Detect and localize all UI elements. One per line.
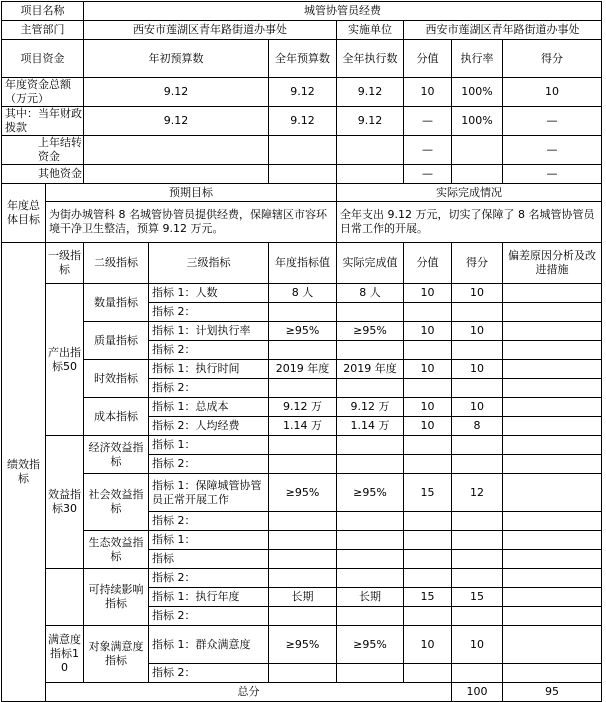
impl-label: 实施单位 bbox=[337, 21, 404, 40]
deviation bbox=[503, 322, 602, 341]
l3-indicator: 指标 2：人均经费 bbox=[149, 417, 269, 436]
funds-initial bbox=[84, 165, 269, 184]
l3-indicator: 指标 2： bbox=[149, 607, 269, 626]
target-value: 2019 年度 bbox=[269, 360, 337, 379]
funds-score-value: 10 bbox=[404, 78, 452, 107]
actual-value: 8 人 bbox=[337, 284, 404, 303]
target-value: 1.14 万 bbox=[269, 417, 337, 436]
funds-exec bbox=[337, 165, 404, 184]
l3-indicator: 指标 1： bbox=[149, 436, 269, 455]
project-name-label: 项目名称 bbox=[2, 2, 84, 21]
actual-value: 9.12 万 bbox=[337, 398, 404, 417]
score-value: 10 bbox=[404, 626, 452, 664]
actual-value: ≥95% bbox=[337, 474, 404, 512]
l3-indicator: 指标 2： bbox=[149, 341, 269, 360]
col-l3: 三级指标 bbox=[149, 243, 269, 284]
l3-indicator: 指标 1：总成本 bbox=[149, 398, 269, 417]
funds-col-score: 得分 bbox=[503, 40, 602, 78]
l1-effect: 效益指标30 bbox=[46, 436, 84, 569]
table-row bbox=[2, 626, 602, 664]
funds-score: — bbox=[503, 165, 602, 184]
score-value: 10 bbox=[404, 284, 452, 303]
funds-row-label: 年度资金总额（万元） bbox=[2, 78, 84, 107]
annual-goal-label: 年度总体目标 bbox=[2, 184, 46, 243]
funds-score-value: — bbox=[404, 107, 452, 136]
deviation bbox=[503, 284, 602, 303]
l2-timeliness: 时效指标 bbox=[84, 360, 149, 398]
funds-row bbox=[2, 78, 602, 107]
target-value: ≥95% bbox=[269, 626, 337, 664]
deviation bbox=[503, 626, 602, 664]
col-l2: 二级指标 bbox=[84, 243, 149, 284]
l3-indicator: 指标 2： bbox=[149, 512, 269, 531]
score: 10 bbox=[452, 284, 503, 303]
funds-score: — bbox=[503, 107, 602, 136]
l2-quality: 质量指标 bbox=[84, 322, 149, 360]
l3-indicator: 指标 1：保障城管协管员正常开展工作 bbox=[149, 474, 269, 512]
funds-col-budget: 全年预算数 bbox=[269, 40, 337, 78]
l2-social: 社会效益指标 bbox=[84, 474, 149, 531]
total-value: 100 bbox=[452, 683, 503, 702]
actual-value: 长期 bbox=[337, 588, 404, 607]
score: 12 bbox=[452, 474, 503, 512]
table-row bbox=[2, 360, 602, 379]
funds-rate: 100% bbox=[452, 78, 503, 107]
total-score: 95 bbox=[503, 683, 602, 702]
deviation bbox=[503, 398, 602, 417]
funds-initial: 9.12 bbox=[84, 78, 269, 107]
l2-economic: 经济效益指标 bbox=[84, 436, 149, 474]
actual-value: 2019 年度 bbox=[337, 360, 404, 379]
performance-evaluation-table bbox=[1, 1, 602, 702]
l1-output: 产出指标50 bbox=[46, 284, 84, 436]
table-row bbox=[2, 436, 602, 455]
l2-ecological: 生态效益指标 bbox=[84, 531, 149, 569]
score: 10 bbox=[452, 360, 503, 379]
deviation bbox=[503, 474, 602, 512]
funds-exec bbox=[337, 136, 404, 165]
dept-value: 西安市莲湖区青年路街道办事处 bbox=[84, 21, 337, 40]
table-row bbox=[2, 531, 602, 550]
funds-col-exec: 全年执行数 bbox=[337, 40, 404, 78]
total-row bbox=[2, 683, 602, 702]
l3-indicator: 指标 1：计划执行率 bbox=[149, 322, 269, 341]
l2-quantity: 数量指标 bbox=[84, 284, 149, 322]
funds-budget bbox=[269, 165, 337, 184]
score: 8 bbox=[452, 417, 503, 436]
actual-value: ≥95% bbox=[337, 322, 404, 341]
expected-goal-text: 为街办城管科 8 名城管协管员提供经费，保障辖区市容环境干净卫生整洁，预算 9.12 万元。 bbox=[46, 202, 337, 243]
expected-goal-header: 预期目标 bbox=[46, 184, 337, 202]
l3-indicator: 指标 1：执行年度 bbox=[149, 588, 269, 607]
l3-indicator: 指标 2： bbox=[149, 455, 269, 474]
funds-budget bbox=[269, 136, 337, 165]
l2-sustainable: 可持续影响指标 bbox=[84, 569, 149, 626]
score: 15 bbox=[452, 588, 503, 607]
l2-cost: 成本指标 bbox=[84, 398, 149, 436]
funds-budget: 9.12 bbox=[269, 107, 337, 136]
project-name: 城管协管员经费 bbox=[84, 2, 602, 21]
funds-score: 10 bbox=[503, 78, 602, 107]
score: 10 bbox=[452, 398, 503, 417]
table-row bbox=[2, 322, 602, 341]
l3-indicator: 指标 1：群众满意度 bbox=[149, 626, 269, 664]
target-value: 9.12 万 bbox=[269, 398, 337, 417]
target-value: 长期 bbox=[269, 588, 337, 607]
actual-result-text: 全年支出 9.12 万元，切实了保障了 8 名城管协管员日常工作的开展。 bbox=[337, 202, 602, 243]
l3-indicator: 指标 1：人数 bbox=[149, 284, 269, 303]
total-label: 总分 bbox=[46, 683, 452, 702]
funds-row bbox=[2, 136, 602, 165]
funds-col-score-value: 分值 bbox=[404, 40, 452, 78]
target-value: 8 人 bbox=[269, 284, 337, 303]
funds-row bbox=[2, 107, 602, 136]
col-target: 年度指标值 bbox=[269, 243, 337, 284]
score-value: 10 bbox=[404, 322, 452, 341]
dept-label: 主管部门 bbox=[2, 21, 84, 40]
deviation bbox=[503, 417, 602, 436]
col-actual: 实际完成值 bbox=[337, 243, 404, 284]
l3-indicator: 指标 bbox=[149, 550, 269, 569]
table-row bbox=[2, 284, 602, 303]
funds-initial: 9.12 bbox=[84, 107, 269, 136]
funds-score-value: — bbox=[404, 136, 452, 165]
l3-indicator: 指标 2： bbox=[149, 303, 269, 322]
col-score: 得分 bbox=[452, 243, 503, 284]
perf-label: 绩效指标 bbox=[2, 243, 46, 702]
funds-row bbox=[2, 165, 602, 184]
col-l1: 一级指标 bbox=[46, 243, 84, 284]
score: 10 bbox=[452, 322, 503, 341]
l3-indicator: 指标 2： bbox=[149, 379, 269, 398]
target-value: ≥95% bbox=[269, 474, 337, 512]
target-value: ≥95% bbox=[269, 322, 337, 341]
score-value: 10 bbox=[404, 398, 452, 417]
col-value: 分值 bbox=[404, 243, 452, 284]
actual-value: 1.14 万 bbox=[337, 417, 404, 436]
funds-col-initial: 年初预算数 bbox=[84, 40, 269, 78]
col-deviation: 偏差原因分析及改进措施 bbox=[503, 243, 602, 284]
funds-exec: 9.12 bbox=[337, 78, 404, 107]
l3-indicator: 指标 1： bbox=[149, 531, 269, 550]
funds-rate: 100% bbox=[452, 107, 503, 136]
actual-result-header: 实际完成情况 bbox=[337, 184, 602, 202]
l2-service-object: 对象满意度指标 bbox=[84, 626, 149, 683]
funds-row-label: 其中：当年财政拨款 bbox=[2, 107, 84, 136]
l3-indicator: 指标 1：执行时间 bbox=[149, 360, 269, 379]
l3-indicator: 指标 2： bbox=[149, 569, 269, 588]
funds-row-label: 其他资金 bbox=[2, 165, 84, 184]
l1-empty bbox=[46, 569, 84, 626]
deviation bbox=[503, 360, 602, 379]
table-row bbox=[2, 474, 602, 512]
funds-rate bbox=[452, 165, 503, 184]
deviation bbox=[503, 588, 602, 607]
funds-rate bbox=[452, 136, 503, 165]
funds-col-rate: 执行率 bbox=[452, 40, 503, 78]
funds-exec: 9.12 bbox=[337, 107, 404, 136]
impl-value: 西安市莲湖区青年路街道办事处 bbox=[404, 21, 602, 40]
score-value: 15 bbox=[404, 474, 452, 512]
funds-initial bbox=[84, 136, 269, 165]
score: 10 bbox=[452, 626, 503, 664]
funds-score: — bbox=[503, 136, 602, 165]
actual-value: ≥95% bbox=[337, 626, 404, 664]
funds-col-label: 项目资金 bbox=[2, 40, 84, 78]
score-value: 15 bbox=[404, 588, 452, 607]
funds-row-label: 上年结转资金 bbox=[2, 136, 84, 165]
score-value: 10 bbox=[404, 360, 452, 379]
funds-score-value: — bbox=[404, 165, 452, 184]
table-row bbox=[2, 569, 602, 588]
funds-budget: 9.12 bbox=[269, 78, 337, 107]
l1-satisfaction: 满意度指标10 bbox=[46, 626, 84, 683]
l3-indicator: 指标 2： bbox=[149, 664, 269, 683]
table-row bbox=[2, 398, 602, 417]
score-value: 10 bbox=[404, 417, 452, 436]
